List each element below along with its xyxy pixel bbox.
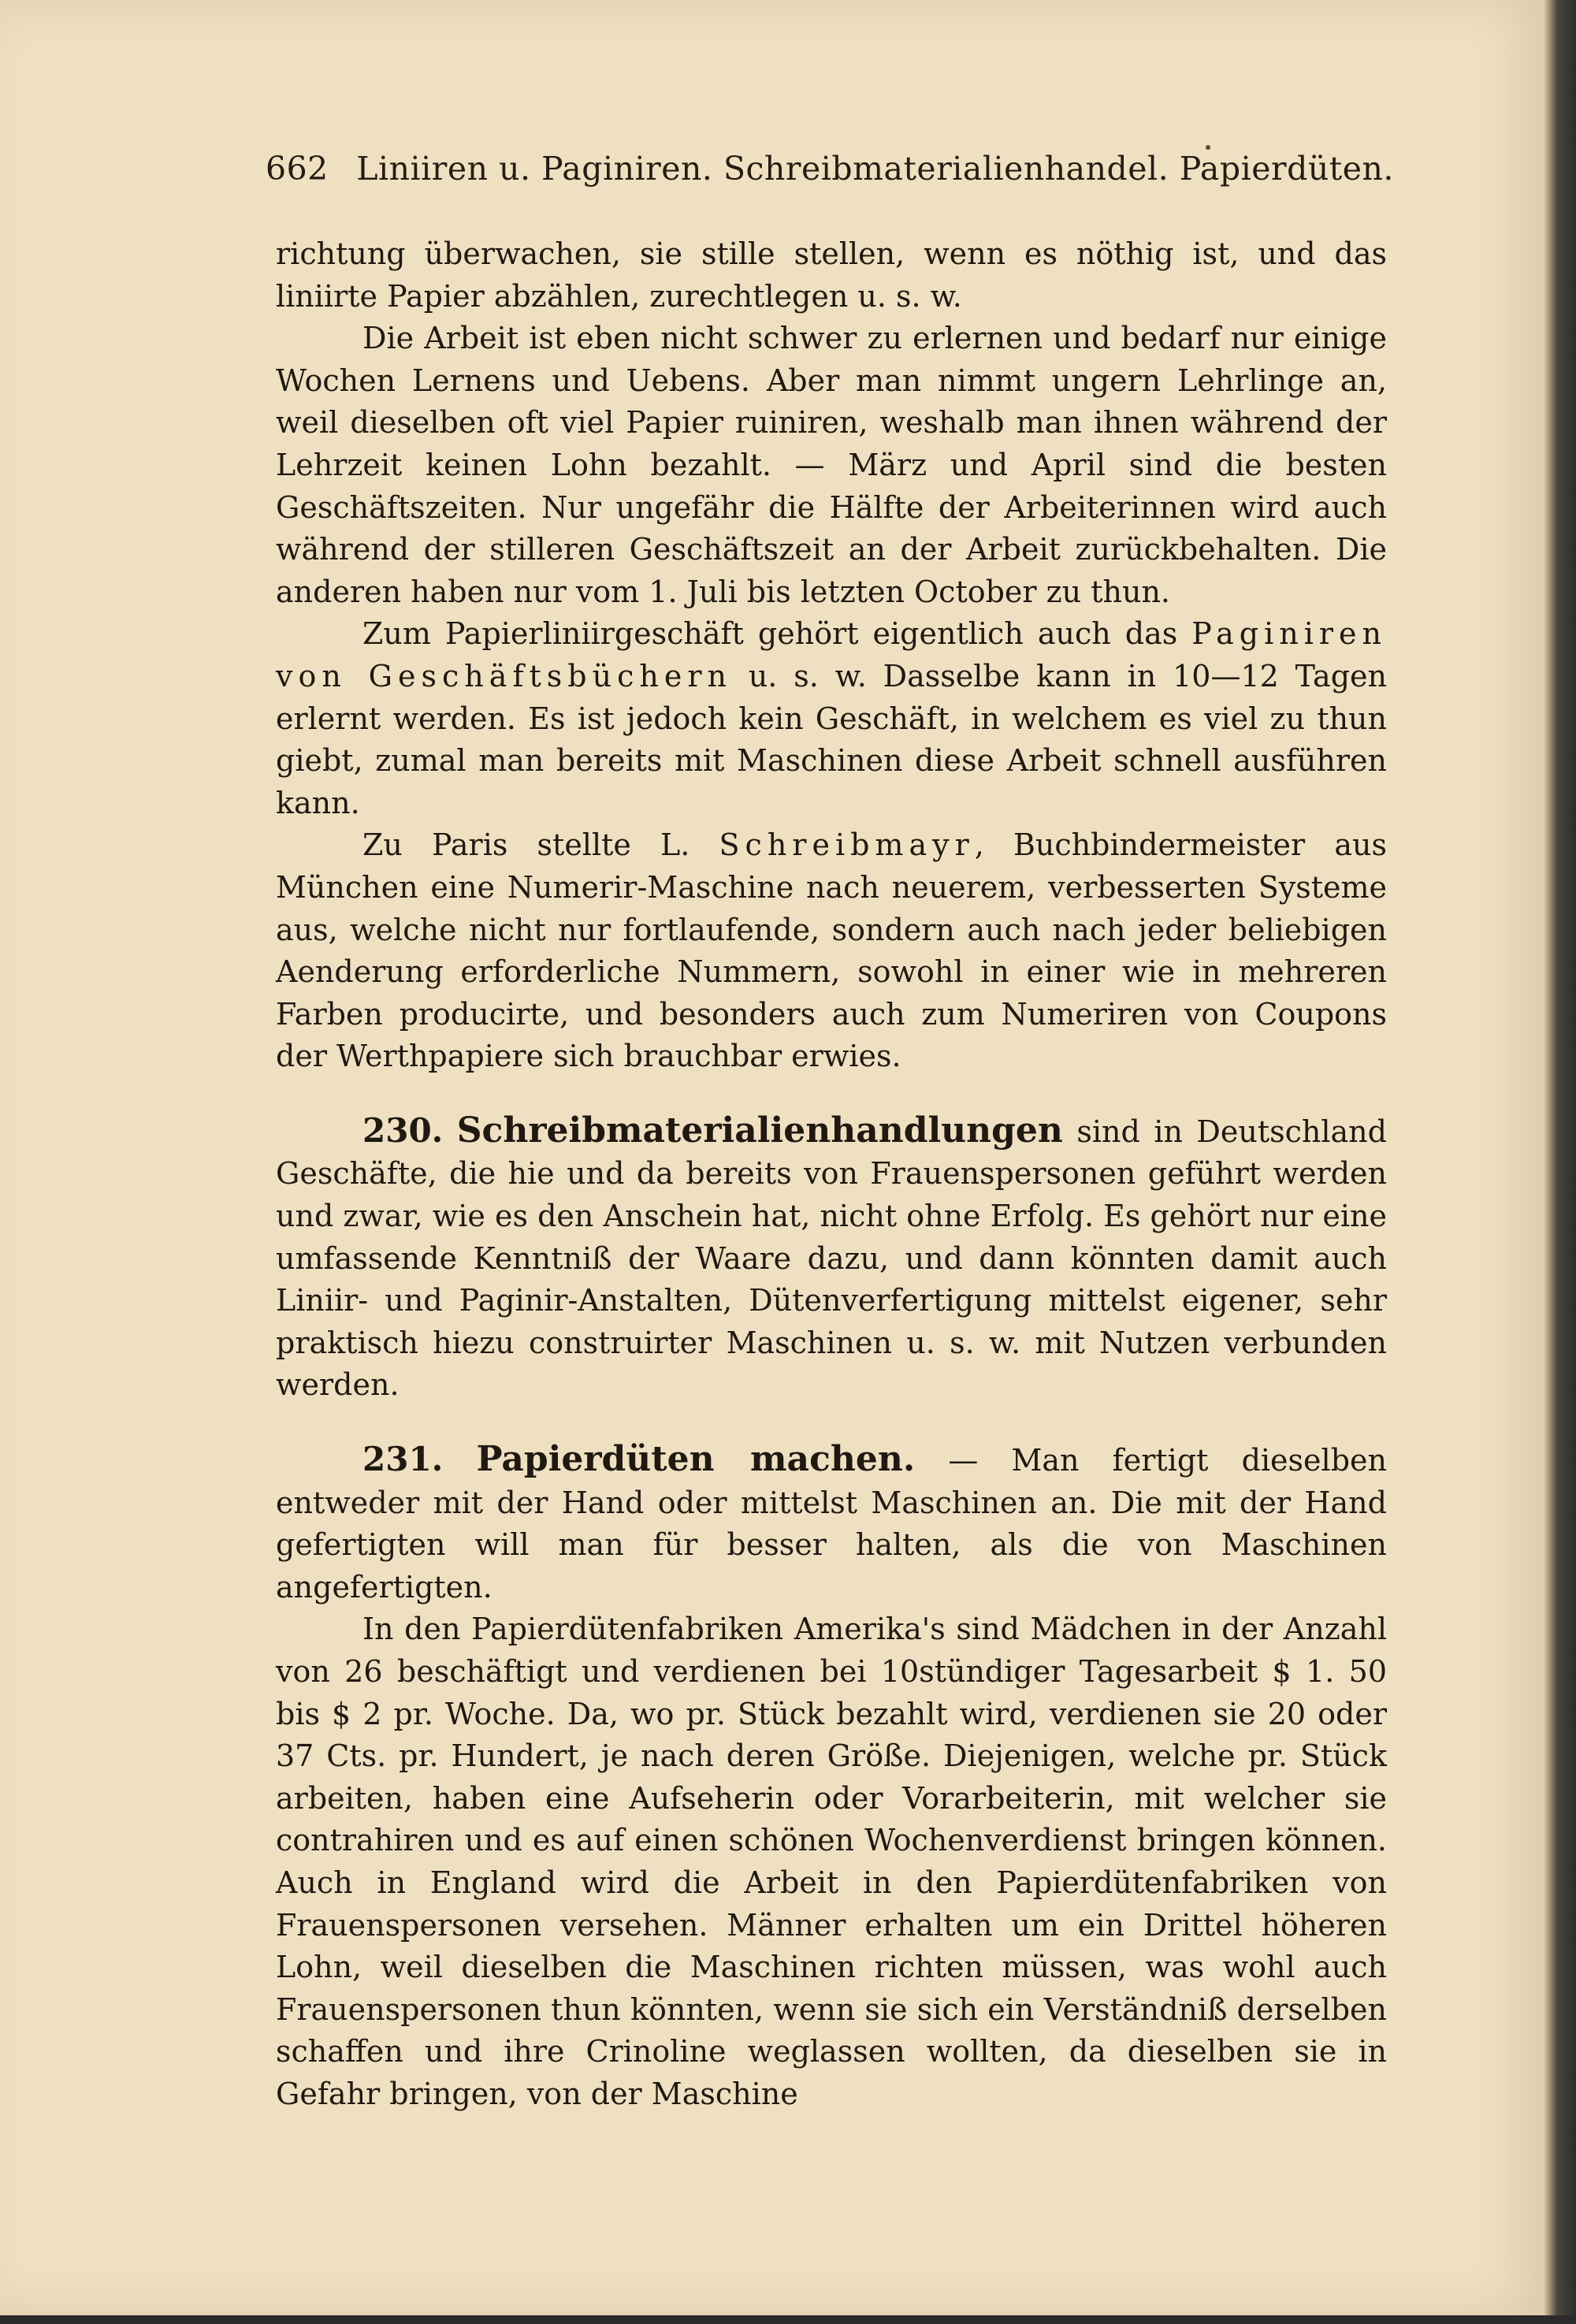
book-edge	[1544, 0, 1576, 2324]
paragraph-text: sind in Deutschland Geschäfte, die hie und da bereits von Frauenspersonen geführt werden und zwar, wie es den Anschein hat, nicht ohne Erfolg. Es gehört nur eine umfassende Kenntniß der Waare dazu, und dann könnten damit auch Liniir- und Paginir-Anstalten, Dütenverfertigung mittelst eigener, sehr praktisch hiezu construirter Maschinen u. s. w. mit Nutzen verbunden werden.	[276, 1114, 1387, 1403]
paragraph-text: Die Arbeit ist eben nicht schwer zu erlernen und bedarf nur einige Wochen Lernens und Uebens. Aber man nimmt ungern Lehrlinge an, weil dieselben oft viel Papier ruiniren, weshalb man ihnen während der Lehrzeit keinen Lohn bezahlt. — März und April sind die besten Geschäftszeiten. Nur ungefähr die Hälfte der Arbeiterinnen wird auch während der stilleren Geschäftszeit an der Arbeit zurückbehalten. Die anderen haben nur vom 1. Juli bis letzten October zu thun.	[276, 321, 1387, 609]
scan-border	[0, 2315, 1576, 2324]
section-heading: Schreibmaterialienhandlungen	[456, 1110, 1063, 1151]
paragraph-text: u. s. w. Dasselbe kann in 10—12 Tagen erlernt werden. Es ist jedoch kein Geschäft, in welchem es viel zu thun giebt, zumal man bereits mit Maschinen diese Arbeit schnell ausführen kann.	[276, 658, 1388, 820]
paragraph-text: , Buchbindermeister aus München eine Numerir-Maschine nach neuerem, verbesserten Systeme aus, welche nicht nur fortlaufende, sondern auch nach jeder beliebigen Aenderung erforderliche Nummern, sowohl in einer wie in mehreren Farben producirte, und besonders auch zum Numeriren von Coupons der Werthpapiere sich brauchbar erwies.	[276, 827, 1387, 1074]
paragraph	[276, 824, 1387, 1078]
section-231	[276, 1438, 1387, 1608]
paragraph	[276, 318, 1387, 613]
paragraph-text: In den Papierdütenfabriken Amerika's sind Mädchen in der Anzahl von 26 beschäftigt und verdienen bei 10stündiger Tagesarbeit $ 1. 50 bis $ 2 pr. Woche. Da, wo pr. Stück bezahlt wird, verdienen sie 20 oder 37 Cts. pr. Hundert, je nach deren Größe. Diejenigen, welche pr. Stück arbeiten, haben eine Aufseherin oder Vorarbeiterin, mit welcher sie contrahiren und es auf einen schönen Wochenverdienst bringen können. Auch in England wird die Arbeit in den Papierdütenfabriken von Frauenspersonen versehen. Männer erhalten um ein Drittel höheren Lohn, weil dieselben die Maschinen richten müssen, was wohl auch Frauenspersonen thun könnten, wenn sie sich ein Verständniß derselben schaffen und ihre Crinoline weglassen wollten, da dieselben sie in Gefahr bringen, von der Maschine	[276, 1612, 1387, 2111]
page-number: 662	[266, 150, 329, 188]
paragraph	[276, 613, 1387, 824]
section-number: 231.	[362, 1440, 444, 1479]
section-230	[276, 1110, 1387, 1407]
running-header	[266, 150, 1394, 188]
paragraph-text: — Man fertigt dieselben entweder mit der Hand oder mittelst Maschinen an. Die mit der Hand gefertigten will man für besser halten, als die von Maschinen angefertigten.	[276, 1443, 1387, 1604]
paragraph-continuation	[276, 233, 1387, 318]
paragraph	[276, 1608, 1387, 2115]
spaced-emphasis: Schreibmayr	[719, 827, 975, 863]
paragraph-lead: Zu Paris stellte L.	[362, 827, 719, 863]
paragraph-lead: Zum Papierliniirgeschäft gehört eigentlich auch das	[362, 616, 1192, 652]
spaced-emphasis: Paginiren von Geschäftsbüchern	[276, 616, 1387, 693]
page-body	[276, 233, 1387, 2116]
section-heading: Papierdüten machen.	[476, 1439, 916, 1480]
section-number: 230.	[362, 1110, 444, 1150]
paragraph-text: richtung überwachen, sie stille stellen, wenn es nöthig ist, und das liniirte Papier abzählen, zurechtlegen u. s. w.	[276, 236, 1387, 314]
running-title: Liniiren u. Paginiren. Schreibmaterialienhandel. Papierdüten.	[356, 150, 1394, 188]
